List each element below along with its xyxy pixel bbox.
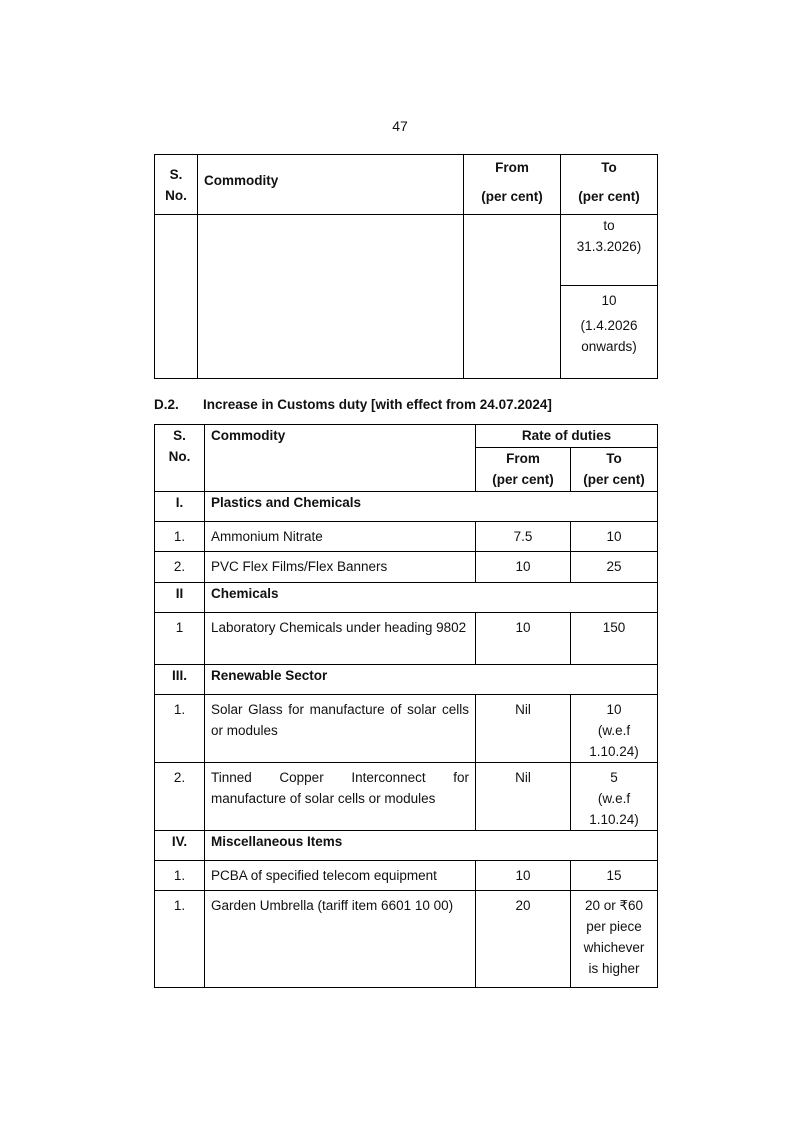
- sno-cell: 2.: [155, 552, 205, 583]
- section-row: [155, 665, 658, 695]
- commodity-cell: PCBA of specified telecom equipment: [205, 861, 476, 891]
- header-from-unit: (per cent): [481, 189, 543, 204]
- section-title: Increase in Customs duty [with effect from 24.07.2024]: [203, 397, 552, 412]
- from-rate-cell: 20: [476, 891, 571, 988]
- from-rate-cell: 10: [476, 861, 571, 891]
- table-row: [155, 695, 658, 763]
- to-rate-cell: 10: [571, 522, 658, 552]
- sno-cell: 1.: [155, 891, 205, 988]
- to-rate-cell: 20 or ₹60 per piece whichever is higher: [571, 891, 658, 988]
- table-row: [155, 891, 658, 988]
- header-to-unit: (per cent): [583, 472, 645, 487]
- header-commodity: Commodity: [198, 155, 464, 215]
- header-from: From: [506, 451, 540, 466]
- header-to-unit: (per cent): [578, 189, 640, 204]
- header-commodity: Commodity: [205, 425, 476, 492]
- commodity-cell: Laboratory Chemicals under heading 9802: [205, 613, 476, 665]
- header-sno-line2: No.: [165, 187, 187, 203]
- from-rate-cell: 10: [476, 613, 571, 665]
- to-rate-cell: 10 (w.e.f 1.10.24): [571, 695, 658, 763]
- header-rate-of-duties: Rate of duties: [476, 425, 658, 448]
- customs-duty-table: [154, 424, 658, 988]
- section-number: IV.: [155, 831, 205, 861]
- section-heading: [154, 397, 552, 412]
- section-number: I.: [155, 492, 205, 522]
- table-row: [155, 522, 658, 552]
- commodity-cell: Tinned Copper Interconnect for manufacture of solar cells or modules: [205, 763, 476, 831]
- table-row: [155, 552, 658, 583]
- table-header-row: [155, 155, 658, 215]
- continued-table: [154, 154, 658, 379]
- section-number: D.2.: [154, 397, 179, 412]
- from-rate-cell: 7.5: [476, 522, 571, 552]
- page-number: 47: [392, 118, 408, 134]
- header-sno: S.: [169, 166, 183, 182]
- sno-cell: 2.: [155, 763, 205, 831]
- commodity-cell: Garden Umbrella (tariff item 6601 10 00): [205, 891, 476, 988]
- to-value-part2: 10 (1.4.2026 onwards): [580, 293, 638, 354]
- section-number: II: [155, 583, 205, 613]
- divider: [561, 285, 657, 286]
- table-row: [155, 613, 658, 665]
- from-rate-cell: Nil: [476, 695, 571, 763]
- commodity-cell: Solar Glass for manufacture of solar cells or modules: [205, 695, 476, 763]
- from-rate-cell: 10: [476, 552, 571, 583]
- table-row: [155, 763, 658, 831]
- section-title: Renewable Sector: [205, 665, 658, 695]
- header-to: To: [601, 160, 617, 175]
- table-row: [155, 861, 658, 891]
- header-to: To: [606, 451, 622, 466]
- sno-cell: 1.: [155, 522, 205, 552]
- section-row: [155, 831, 658, 861]
- to-rate-cell: 5 (w.e.f 1.10.24): [571, 763, 658, 831]
- table-row: [155, 215, 658, 379]
- header-sno-line2: No.: [168, 449, 191, 464]
- to-rate-cell: 15: [571, 861, 658, 891]
- sno-cell: 1.: [155, 861, 205, 891]
- section-title: Miscellaneous Items: [205, 831, 658, 861]
- section-number: III.: [155, 665, 205, 695]
- to-rate-cell: 25: [571, 552, 658, 583]
- section-title: Chemicals: [205, 583, 658, 613]
- sno-cell: 1.: [155, 695, 205, 763]
- from-rate-cell: Nil: [476, 763, 571, 831]
- header-from-unit: (per cent): [492, 472, 554, 487]
- commodity-cell: PVC Flex Films/Flex Banners: [205, 552, 476, 583]
- to-value-part1: to 31.3.2026): [576, 218, 642, 254]
- section-title: Plastics and Chemicals: [205, 492, 658, 522]
- header-from: From: [495, 160, 529, 175]
- commodity-cell: Ammonium Nitrate: [205, 522, 476, 552]
- to-rate-cell: 150: [571, 613, 658, 665]
- header-sno: S.: [173, 428, 186, 443]
- section-row: [155, 492, 658, 522]
- section-row: [155, 583, 658, 613]
- sno-cell: 1: [155, 613, 205, 665]
